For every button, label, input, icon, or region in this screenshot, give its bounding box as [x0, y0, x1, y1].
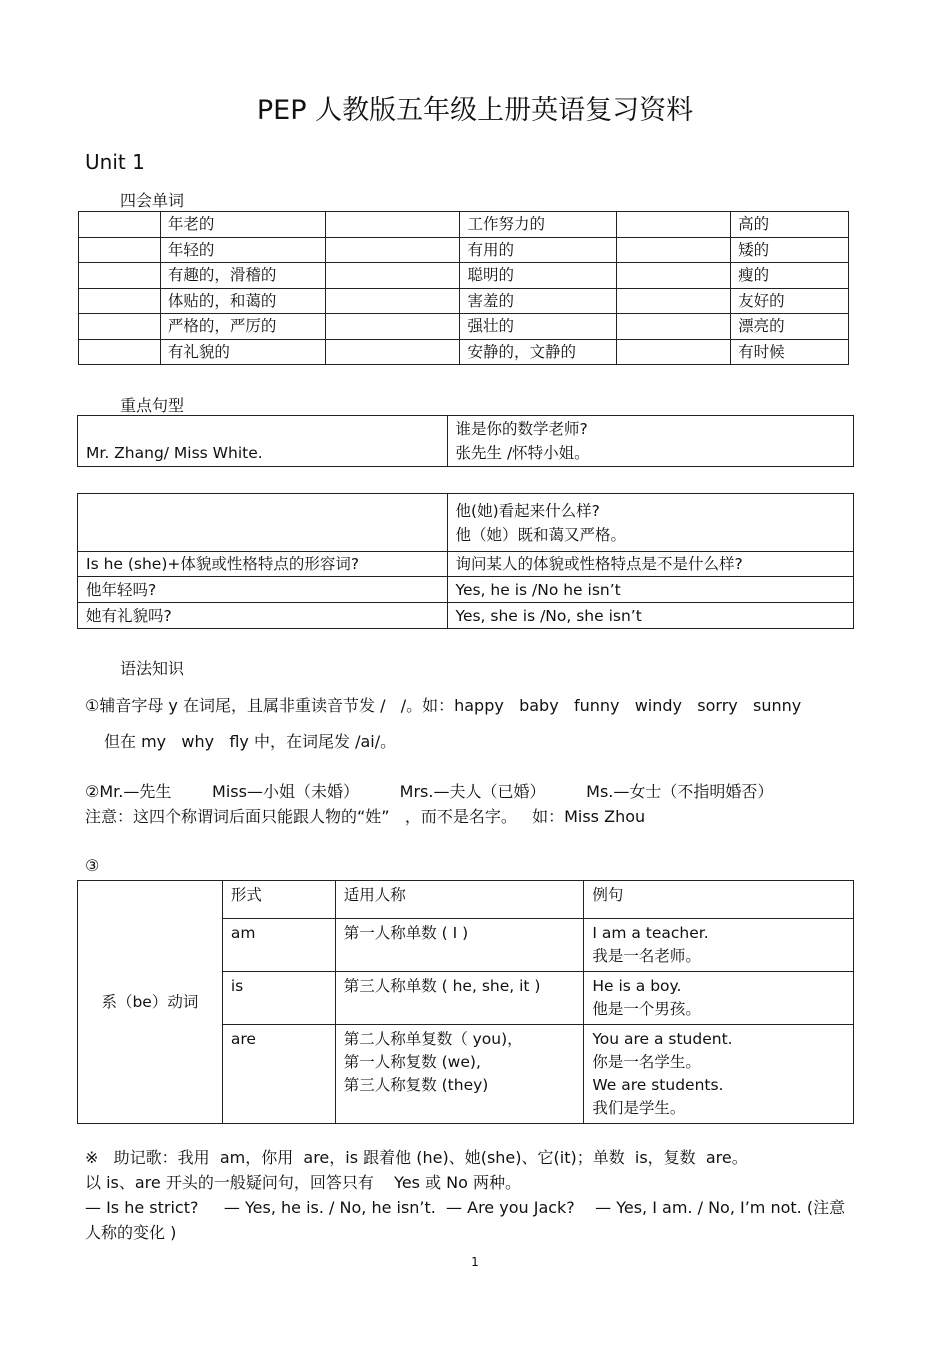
- grammar-1-line1: ①辅音字母 y 在词尾，且属非重读音节发 / /。如：happy baby funny windy sorry sunny: [85, 696, 802, 715]
- vocab-cell: [617, 314, 731, 340]
- vocab-cell: 工作努力的: [460, 212, 617, 238]
- t3-r1-right-line2: 他（她）既和蔼又严格。: [455, 525, 627, 544]
- vocab-cell: 有礼貌的: [160, 339, 325, 365]
- vocab-row: [79, 314, 849, 340]
- grammar-2-line1: ②Mr.—先生 Miss—小姐（未婚） Mrs.—夫人（已婚） Ms.—女士（不指明婚否）: [85, 782, 774, 801]
- t3-row-right: Yes, he is /No he isn’t: [447, 577, 853, 603]
- be-example-are: [584, 1025, 854, 1124]
- example-line: 我们是学生。: [592, 1099, 686, 1117]
- t3-row-right: 询问某人的体貌或性格特点是不是什么样?: [447, 552, 853, 577]
- example-line: 我是一名老师。: [592, 947, 701, 965]
- t2-left-cell: Mr. Zhang/ Miss White.: [78, 416, 448, 467]
- be-label-cell: 系（be）动词: [78, 881, 223, 1124]
- vocab-cell: 有趣的，滑稽的: [160, 263, 325, 289]
- vocab-table: [78, 211, 849, 365]
- be-header-example: 例句: [584, 881, 854, 919]
- t3-r1-left: [78, 494, 448, 552]
- vocab-row: [79, 212, 849, 238]
- section-vocab-heading: 四会单词: [120, 191, 185, 210]
- be-example-am: [584, 919, 854, 972]
- grammar-3-marker: ③: [85, 856, 100, 875]
- vocab-cell: [325, 339, 460, 365]
- vocab-cell: [325, 288, 460, 314]
- example-line: We are students.: [592, 1076, 724, 1094]
- be-example-is: [584, 972, 854, 1025]
- vocab-cell: 聪明的: [460, 263, 617, 289]
- be-person-are: [335, 1025, 584, 1124]
- vocab-cell: 强壮的: [460, 314, 617, 340]
- vocab-cell: 有时候: [731, 339, 849, 365]
- vocab-cell: 年轻的: [160, 237, 325, 263]
- example-line: I am a teacher.: [592, 924, 709, 942]
- vocab-cell: [325, 212, 460, 238]
- be-person-is: 第三人称单数 ( he, she, it ): [335, 972, 584, 1025]
- vocab-cell: [325, 237, 460, 263]
- unit-heading: Unit 1: [85, 150, 145, 174]
- vocab-cell: 严格的，严厉的: [160, 314, 325, 340]
- vocab-cell: 年老的: [160, 212, 325, 238]
- be-form-is: is: [222, 972, 335, 1025]
- vocab-cell: 体贴的，和蔼的: [160, 288, 325, 314]
- vocab-cell: 高的: [731, 212, 849, 238]
- vocab-cell: [325, 314, 460, 340]
- note-line-2: 以 is、are 开头的一般疑问句，回答只有 Yes 或 No 两种。: [85, 1173, 522, 1192]
- be-form-am: am: [222, 919, 335, 972]
- vocab-row: [79, 237, 849, 263]
- t3-row-left: 她有礼貌吗?: [78, 603, 448, 629]
- vocab-cell: 害羞的: [460, 288, 617, 314]
- vocab-cell: 瘦的: [731, 263, 849, 289]
- vocab-cell: [79, 288, 161, 314]
- vocab-cell: 安静的，文静的: [460, 339, 617, 365]
- grammar-1-line2: 但在 my why fly 中，在词尾发 /ai/。: [104, 732, 397, 751]
- be-person-am: 第一人称单数 ( I ): [335, 919, 584, 972]
- t3-row-left: Is he (she)+体貌或性格特点的形容词?: [78, 552, 448, 577]
- person-line: 第三人称复数 (they): [343, 1076, 489, 1094]
- vocab-cell: [617, 263, 731, 289]
- t2-right-line2: 张先生 /怀特小姐。: [455, 444, 590, 462]
- vocab-cell: [79, 263, 161, 289]
- t3-row-right: Yes, she is /No, she isn’t: [447, 603, 853, 629]
- vocab-row: [79, 339, 849, 365]
- vocab-cell: 漂亮的: [731, 314, 849, 340]
- t3-row-left: 他年轻吗?: [78, 577, 448, 603]
- vocab-row: [79, 263, 849, 289]
- vocab-cell: [79, 212, 161, 238]
- vocab-row: [79, 288, 849, 314]
- note-line-4: 人称的变化 ): [85, 1223, 177, 1242]
- vocab-cell: [617, 237, 731, 263]
- note-line-3: — Is he strict? — Yes, he is. / No, he isn’t. — Are you Jack? — Yes, I am. / No, I’m not. (注意: [85, 1198, 846, 1217]
- example-line: He is a boy.: [592, 977, 682, 995]
- t3-r1-right: [447, 494, 853, 552]
- person-line: 第一人称复数 (we),: [343, 1053, 481, 1071]
- vocab-cell: [325, 263, 460, 289]
- example-line: You are a student.: [592, 1030, 733, 1048]
- t2-right-line1: 谁是你的数学老师?: [455, 420, 588, 438]
- example-line: 他是一个男孩。: [592, 1000, 701, 1018]
- page-number: 1: [471, 1255, 479, 1269]
- vocab-cell: [79, 339, 161, 365]
- vocab-cell: 友好的: [731, 288, 849, 314]
- be-header-person: 适用人称: [335, 881, 584, 919]
- vocab-cell: [617, 288, 731, 314]
- be-header-form: 形式: [222, 881, 335, 919]
- t3-r1-right-line1: 他(她)看起来什么样?: [455, 501, 600, 520]
- grammar-2-line2: 注意：这四个称谓词后面只能跟人物的“姓” ，而不是名字。 如：Miss Zhou: [85, 807, 646, 826]
- page-title: PEP 人教版五年级上册英语复习资料: [256, 95, 694, 126]
- vocab-cell: [79, 314, 161, 340]
- section-grammar-heading: 语法知识: [120, 659, 185, 678]
- vocab-cell: [617, 212, 731, 238]
- note-line-1: ※ 助记歌：我用 am，你用 are，is 跟着他 (he)、她(she)、它(it)；单数 is，复数 are。: [85, 1148, 748, 1167]
- sentence-table-1: [77, 415, 854, 467]
- section-sentences-heading: 重点句型: [120, 396, 185, 415]
- vocab-cell: 有用的: [460, 237, 617, 263]
- vocab-cell: [79, 237, 161, 263]
- vocab-cell: 矮的: [731, 237, 849, 263]
- sentence-table-2: [77, 493, 854, 629]
- example-line: 你是一名学生。: [592, 1053, 701, 1071]
- be-verb-table: [77, 880, 854, 1124]
- vocab-cell: [617, 339, 731, 365]
- be-form-are: are: [222, 1025, 335, 1124]
- person-line: 第二人称单复数（ you)，: [343, 1030, 523, 1048]
- t2-right-cell: [447, 416, 853, 467]
